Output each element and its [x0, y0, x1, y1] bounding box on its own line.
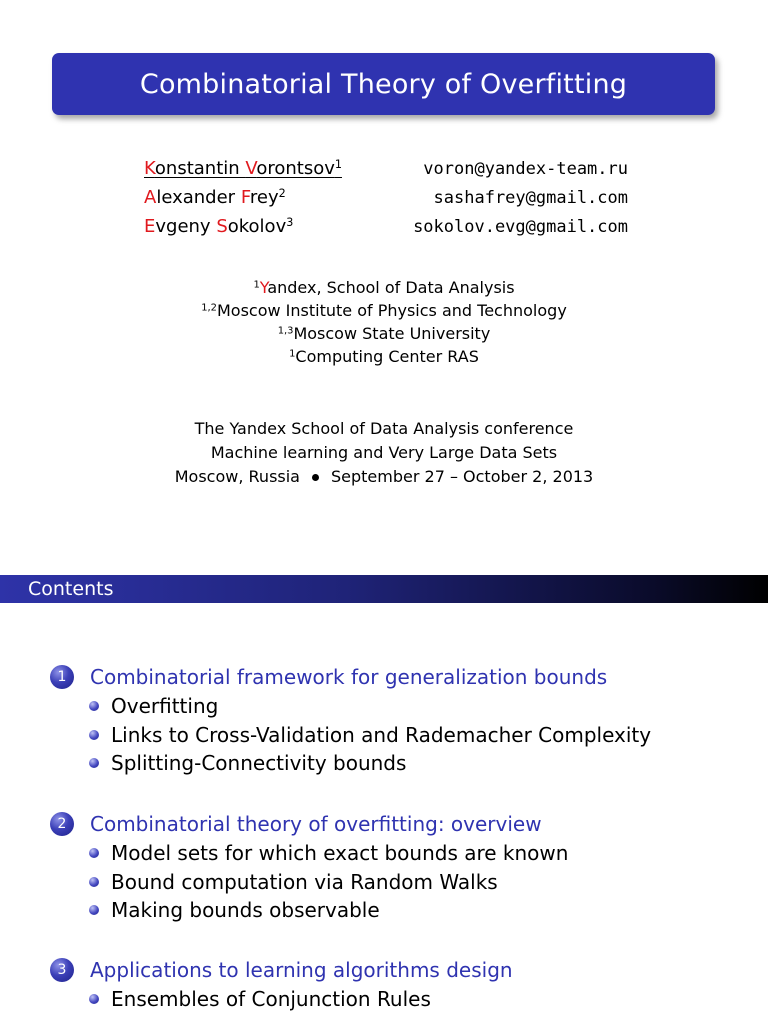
conference-info [0, 417, 768, 489]
section-number-icon: 2 [50, 812, 74, 836]
affiliation-mark: 1,3 [277, 325, 294, 337]
bullet-ball-icon [89, 701, 99, 711]
author-name [144, 187, 286, 208]
bullet-ball-icon [89, 758, 99, 768]
author-last-rest: orontsov [256, 158, 335, 179]
separator-dot-icon [312, 474, 319, 481]
title-banner [52, 53, 715, 115]
toc-section [50, 662, 651, 778]
affiliation-list [0, 276, 768, 368]
bullet-ball-icon [89, 877, 99, 887]
toc-section-title[interactable]: Applications to learning algorithms design [90, 958, 513, 982]
toc-subsection-label[interactable]: Bound computation via Random Walks [111, 869, 498, 894]
affiliation-mark: 1 [253, 279, 260, 291]
toc-subsection[interactable] [89, 692, 651, 721]
affiliation-text: Moscow State University [293, 324, 491, 343]
author-affiliation-mark: 2 [278, 186, 286, 200]
toc-section-title[interactable]: Combinatorial framework for generalization bounds [90, 665, 608, 689]
author-last-initial: S [216, 216, 228, 237]
contents-header-bar [0, 575, 768, 603]
toc-subsection[interactable] [89, 868, 568, 897]
affiliation [0, 345, 768, 368]
conference-subtitle: Machine learning and Very Large Data Sets [210, 443, 558, 462]
toc-subsection[interactable] [89, 749, 651, 778]
toc-subsection[interactable] [89, 896, 568, 925]
bullet-ball-icon [89, 730, 99, 740]
toc-subsection-label[interactable]: Model sets for which exact bounds are known [111, 841, 569, 866]
affiliation-mark: 1 [289, 348, 296, 360]
bullet-ball-icon [89, 848, 99, 858]
author-last-initial: V [245, 158, 257, 179]
author-list [144, 158, 628, 245]
conference-name: The Yandex School of Data Analysis conference [194, 419, 574, 438]
toc-subsection-label[interactable]: Links to Cross-Validation and Rademacher Complexity [111, 722, 652, 747]
affiliation-initial: Y [259, 278, 268, 297]
toc-section-header[interactable] [50, 955, 513, 985]
toc-subsection-label[interactable]: Overfitting [111, 694, 219, 719]
toc-section [50, 809, 568, 925]
author-last-rest: rey [249, 187, 279, 208]
author-first-rest: lexander [156, 187, 241, 208]
author-last-rest: okolov [227, 216, 287, 237]
section-number-icon: 1 [50, 665, 74, 689]
contents-heading: Contents [28, 578, 114, 600]
author-first-initial: A [144, 187, 157, 208]
affiliation [0, 322, 768, 345]
toc-section [50, 955, 513, 1014]
affiliation-mark: 1,2 [201, 302, 217, 314]
conference-venue-date [0, 465, 768, 489]
author-email: voron@yandex-team.ru [423, 159, 628, 179]
author-first-initial: K [144, 158, 155, 179]
author-name [144, 216, 293, 237]
affiliation-text: andex, School of Data Analysis [267, 278, 515, 297]
affiliation-text: Computing Center RAS [295, 347, 479, 366]
author-email: sokolov.evg@gmail.com [413, 217, 628, 237]
author-affiliation-mark: 3 [286, 215, 294, 229]
toc-section-header[interactable] [50, 662, 651, 692]
author-name[interactable] [144, 158, 342, 179]
conference-dates: September 27 – October 2, 2013 [330, 467, 594, 486]
toc-subsection-label[interactable]: Making bounds observable [111, 898, 380, 923]
toc-subsection[interactable] [89, 985, 513, 1014]
author-row [144, 216, 628, 245]
affiliation [0, 276, 768, 299]
toc-subsection-label[interactable]: Ensembles of Conjunction Rules [111, 987, 431, 1012]
toc-subsection[interactable] [89, 721, 651, 750]
bullet-ball-icon [89, 994, 99, 1004]
toc-subsection[interactable] [89, 839, 568, 868]
author-last-initial: F [240, 187, 250, 208]
author-row [144, 187, 628, 216]
author-first-rest: onstantin [154, 158, 246, 179]
author-first-initial: E [144, 216, 156, 237]
author-first-rest: vgeny [155, 216, 217, 237]
conference-location: Moscow, Russia [174, 467, 300, 486]
author-affiliation-mark: 1 [334, 157, 342, 171]
toc-section-title[interactable]: Combinatorial theory of overfitting: overview [90, 812, 542, 836]
affiliation-text: Moscow Institute of Physics and Technology [216, 301, 567, 320]
author-email: sashafrey@gmail.com [433, 188, 628, 208]
affiliation [0, 299, 768, 322]
section-number-icon: 3 [50, 958, 74, 982]
bullet-ball-icon [89, 905, 99, 915]
author-row [144, 158, 628, 187]
toc-section-header[interactable] [50, 809, 568, 839]
presentation-title: Combinatorial Theory of Overfitting [139, 68, 628, 100]
toc-subsection-label[interactable]: Splitting-Connectivity bounds [111, 751, 407, 776]
